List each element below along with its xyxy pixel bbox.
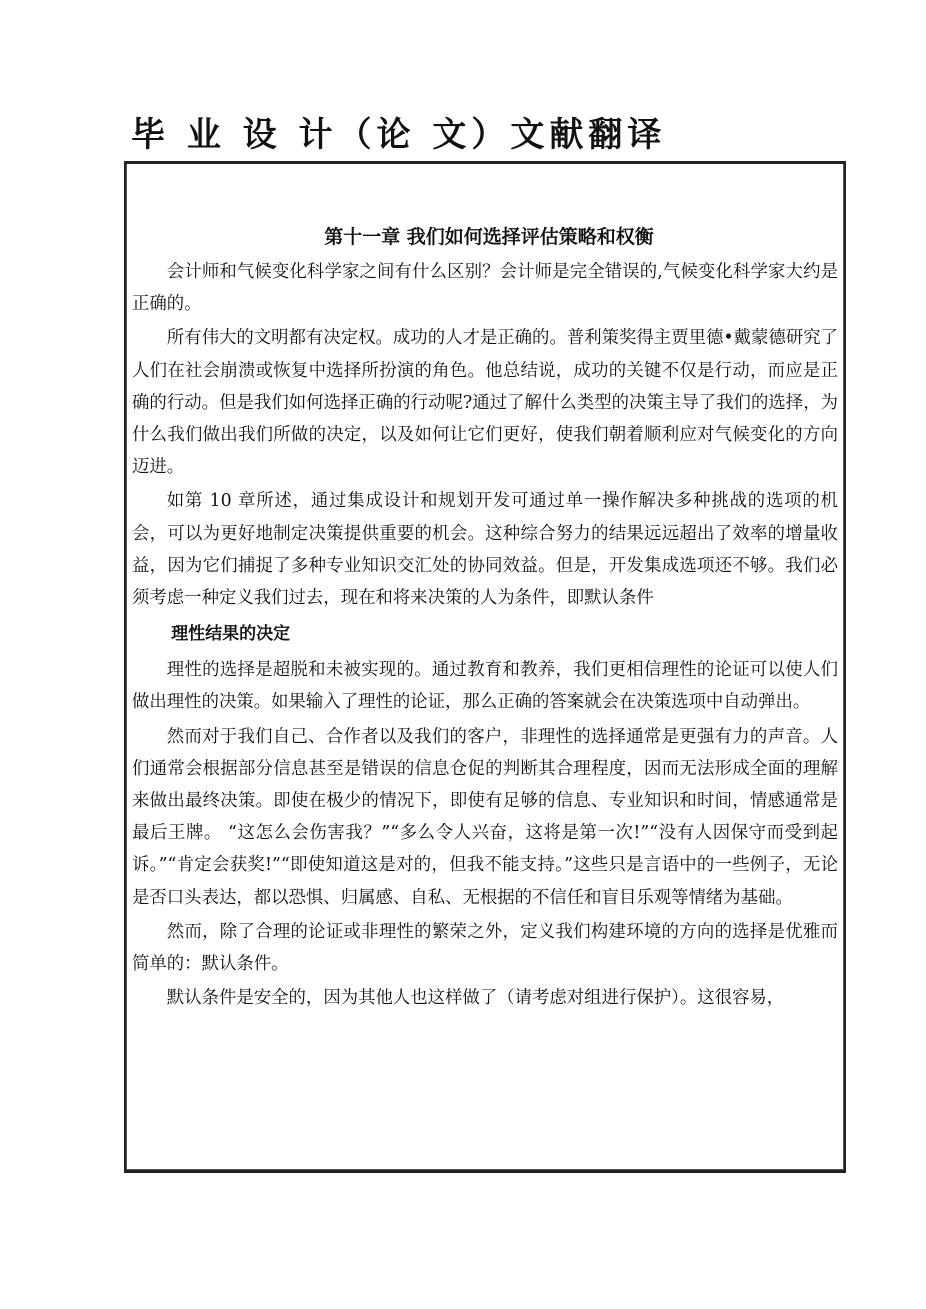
chapter-title: 第十一章 我们如何选择评估策略和权衡 [324,226,654,248]
section-paragraph-1: 理性的选择是超脱和未被实现的。通过教育和教养，我们更相信理性的论证可以使人们做出理性的决策。如果输入了理性的论证，那么正确的答案就会在决策选项中自动弹出。 [132,660,838,713]
paragraph-3: 如第 10 章所述，通过集成设计和规划开发可通过单一操作解决多种挑战的选项的机会，可以为更好地制定决策提供重要的机会。这种综合努力的结果远远超出了效率的增量收益，因为它们捕捉了多种专业知识交汇处的协同效益。但是，开发集成选项还不够。我们必须考虑一种定义我们过去，现在和将来决策的人为条件，即默认条件 [132,491,838,609]
translation-body [132,219,838,1014]
document-title: 毕 业 设 计（论 文）文献翻译 [131,115,667,155]
paragraph-1: 会计师和气候变化科学家之间有什么区别？会计师是完全错误的,气候变化科学家大约是正确的。 [132,262,838,315]
section-heading: 理性结果的决定 [171,624,291,645]
section-paragraph-4: 默认条件是安全的，因为其他人也这样做了（请考虑对组进行保护）。这很容易， [166,988,785,1009]
section-paragraph-3: 然而，除了合理的论证或非理性的繁荣之外，定义我们构建环境的方向的选择是优雅而简单的：默认条件。 [132,921,838,975]
paragraph-2: 所有伟大的文明都有决定权。成功的人才是正确的。普利策奖得主贾里德•戴蒙德研究了人们在社会崩溃或恢复中选择所扮演的角色。他总结说，成功的关键不仅是行动，而应是正确的行动。但是我们如何选择正确的行动呢?通过了解什么类型的决策主导了我们的选择，为什么我们做出我们所做的决定，以及如何让它们更好，使我们朝着顺利应对气候变化的方向迈进。 [132,328,838,478]
section-paragraph-2: 然而对于我们自己、合作者以及我们的客户，非理性的选择通常是更强有力的声音。人们通常会根据部分信息甚至是错误的信息仓促的判断其合理程度，因而无法形成全面的理解来做出最终决策。即使在极少的情况下，即使有足够的信息、专业知识和时间，情感通常是最后王牌。 “这怎么会伤害我？”“多么令人兴奋，这将是第一次!”“没有人因保守而受到起诉。”“肯定会获奖!”“即使知道这是对的，但我不能支持。”这些只是言语中的一些例子，无论是否口头表达，都以恐惧、归属感、自私、无根据的不信任和盲目乐观等情绪为基础。 [132,726,838,908]
